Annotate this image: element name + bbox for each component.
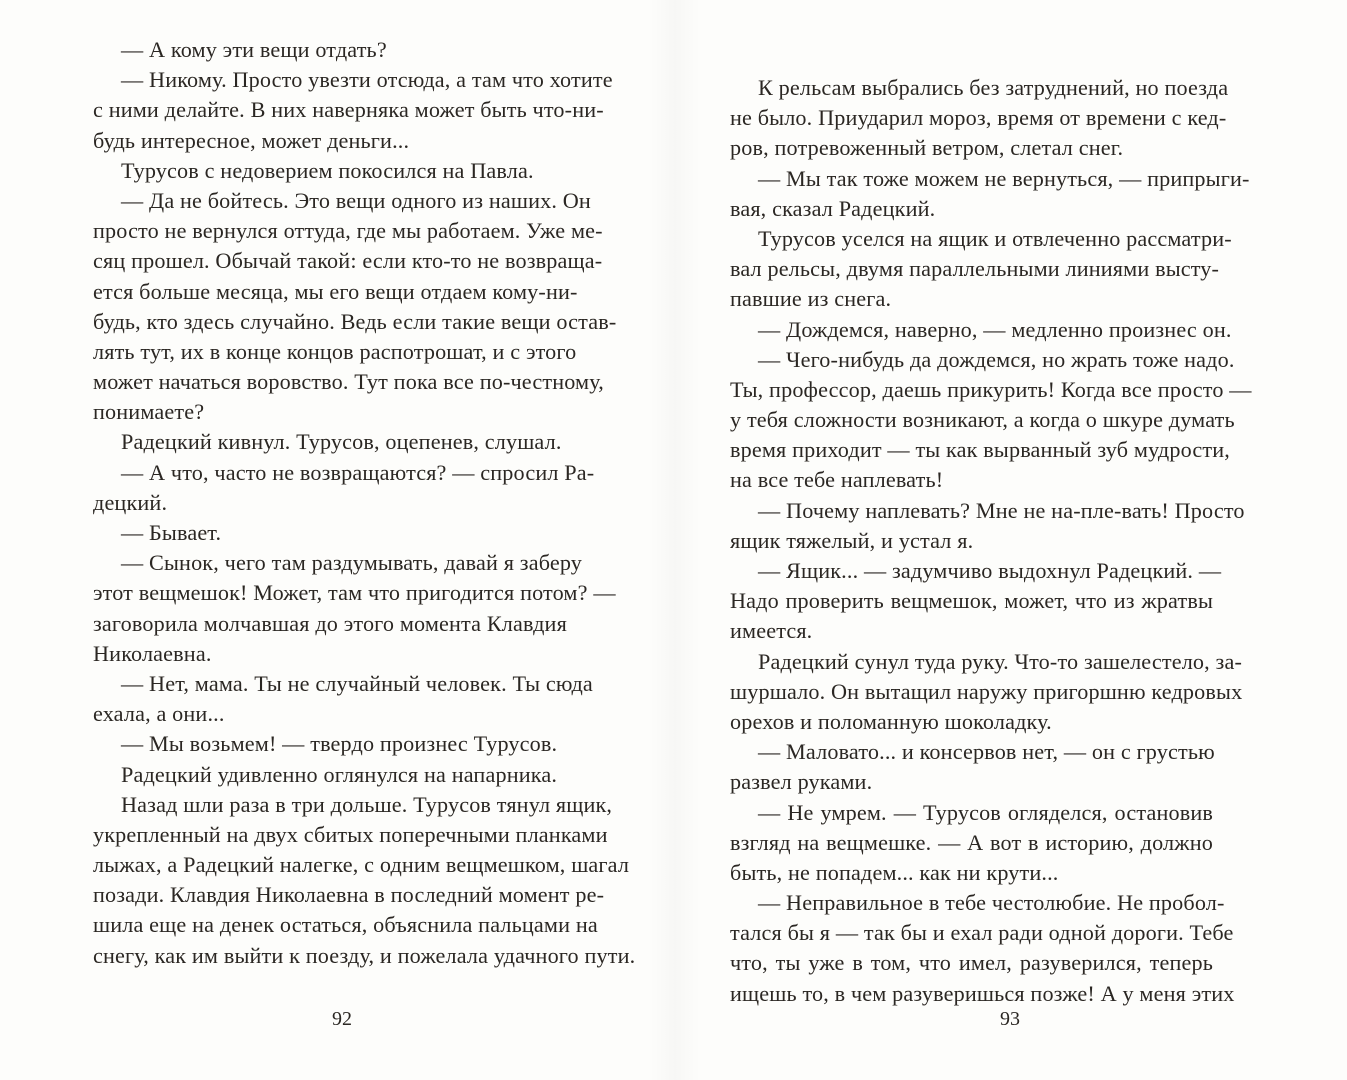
text-line: — Мы так тоже можем не вернуться, — припрыги- bbox=[758, 165, 1250, 191]
text-line: орехов и поломанную шоколадку. bbox=[730, 708, 1052, 734]
text-line: — Чего-нибудь да дождемся, но жрать тоже надо. bbox=[758, 346, 1235, 372]
text-line: Радецкий сунул туда руку. Что-то зашелестело, за- bbox=[758, 648, 1243, 674]
text-line: шила еще на денек остаться, объяснила пальцами на bbox=[93, 912, 598, 938]
text-line: — А кому эти вещи отдать? bbox=[121, 37, 387, 62]
text-line: понимаете? bbox=[93, 399, 205, 425]
text-line: имеется. bbox=[730, 618, 813, 644]
text-line: что, ты уже в том, что имел, разуверился, теперь bbox=[730, 950, 1213, 976]
text-line: лять тут, их в конце концов распотрошат, и с этого bbox=[93, 338, 577, 364]
text-line: Турусов с недоверием покосился на Павла. bbox=[121, 157, 534, 183]
text-line: снегу, как им выйти к поезду, и пожелала удачного пути. bbox=[93, 942, 636, 968]
text-line: — Мы возьмем! — твердо произнес Турусов. bbox=[121, 731, 558, 757]
text-line: может начаться воровство. Тут пока все по-честному, bbox=[93, 369, 604, 395]
text-line: будь, кто здесь случайно. Ведь если такие вещи остав- bbox=[93, 308, 617, 334]
left-page bbox=[0, 0, 660, 1080]
text-line: на все тебе наплевать! bbox=[730, 467, 944, 493]
text-line: шуршало. Он вытащил наружу пригоршню кедровых bbox=[730, 678, 1243, 704]
text-line: Назад шли раза в три дольше. Турусов тянул ящик, bbox=[121, 791, 613, 817]
text-line: вал рельсы, двумя параллельными линиями высту- bbox=[730, 256, 1220, 282]
text-line: — Маловато... и консервов нет, — он с грустью bbox=[758, 739, 1215, 765]
text-line: Николаевна. bbox=[93, 640, 212, 666]
text-line: с ними делайте. В них наверняка может быть что-ни- bbox=[93, 97, 604, 123]
text-line: К рельсам выбрались без затруднений, но поезда bbox=[758, 75, 1229, 100]
text-line: тался бы я — так бы и ехал ради одной дороги. Тебе bbox=[730, 920, 1234, 946]
text-line: — Сынок, чего там раздумывать, давай я заберу bbox=[121, 550, 583, 576]
text-line: вая, сказал Радецкий. bbox=[730, 195, 936, 221]
left-page-number: 92 bbox=[332, 1008, 352, 1030]
text-line: — А что, часто не возвращаются? — спросил Ра- bbox=[121, 459, 595, 485]
text-line: ется больше месяца, мы его вещи отдаем кому-ни- bbox=[93, 278, 578, 304]
text-line: просто не вернулся оттуда, где мы работаем. Уже ме- bbox=[93, 218, 603, 244]
right-page bbox=[680, 0, 1347, 1080]
text-line: Надо проверить вещмешок, может, что из жратвы bbox=[730, 588, 1213, 614]
right-page-text bbox=[730, 73, 1252, 1009]
right-page-number: 93 bbox=[1000, 1008, 1020, 1030]
text-line: — Неправильное в тебе честолюбие. Не пробол- bbox=[758, 890, 1225, 916]
text-line: позади. Клавдия Николаевна в последний момент ре- bbox=[93, 882, 605, 908]
text-line: ищешь то, в чем разуверишься позже! А у меня этих bbox=[730, 980, 1235, 1006]
text-line: Турусов уселся на ящик и отвлеченно рассматри- bbox=[758, 225, 1232, 251]
text-line: Радецкий удивленно оглянулся на напарника. bbox=[121, 761, 558, 787]
text-line: Радецкий кивнул. Турусов, оцепенев, слушал. bbox=[121, 429, 562, 455]
text-line: — Никому. Просто увезти отсюда, а там что хотите bbox=[121, 67, 613, 93]
text-line: у тебя сложности возникают, а когда о шкуре думать bbox=[730, 407, 1235, 433]
text-line: — Дождемся, наверно, — медленно произнес он. bbox=[758, 316, 1232, 342]
text-line: лыжах, а Радецкий налегке, с одним вещмешком, шагал bbox=[93, 852, 630, 878]
text-line: — Не умрем. — Турусов огляделся, остановив bbox=[758, 799, 1213, 825]
text-line: — Ящик... — задумчиво выдохнул Радецкий. — bbox=[758, 558, 1222, 583]
text-line: не было. Приударил мороз, время от времени с кед- bbox=[730, 105, 1227, 131]
text-line: — Бывает. bbox=[121, 520, 222, 545]
text-line: развел руками. bbox=[730, 769, 873, 795]
text-line: — Да не бойтесь. Это вещи одного из наших. Он bbox=[121, 187, 591, 213]
text-line: сяц прошел. Обычай такой: если кто-то не возвраща- bbox=[93, 248, 603, 274]
text-line: заговорила молчавшая до этого момента Клавдия bbox=[93, 610, 567, 636]
text-line: ящик тяжелый, и устал я. bbox=[730, 527, 974, 553]
text-line: этот вещмешок! Может, там что пригодится потом? — bbox=[93, 580, 616, 606]
text-line: — Нет, мама. Ты не случайный человек. Ты сюда bbox=[121, 670, 593, 696]
left-page-text bbox=[93, 35, 636, 971]
text-line: ров, потревоженный ветром, слетал снег. bbox=[730, 135, 1124, 161]
text-line: павшие из снега. bbox=[730, 286, 892, 312]
text-line: будь интересное, может деньги... bbox=[93, 127, 410, 153]
text-line: — Почему наплевать? Мне не на-пле-вать! Просто bbox=[758, 497, 1245, 523]
text-line: Ты, профессор, даешь прикурить! Когда все просто — bbox=[730, 376, 1252, 402]
text-line: время приходит — ты как вырванный зуб мудрости, bbox=[730, 437, 1230, 463]
text-line: укрепленный на двух сбитых поперечными планками bbox=[93, 821, 608, 847]
text-line: быть, не попадем... как ни крути... bbox=[730, 859, 1059, 885]
text-line: ехала, а они... bbox=[93, 701, 225, 727]
text-line: децкий. bbox=[93, 489, 168, 515]
text-line: взгляд на вещмешке. — А вот в историю, должно bbox=[730, 829, 1213, 855]
